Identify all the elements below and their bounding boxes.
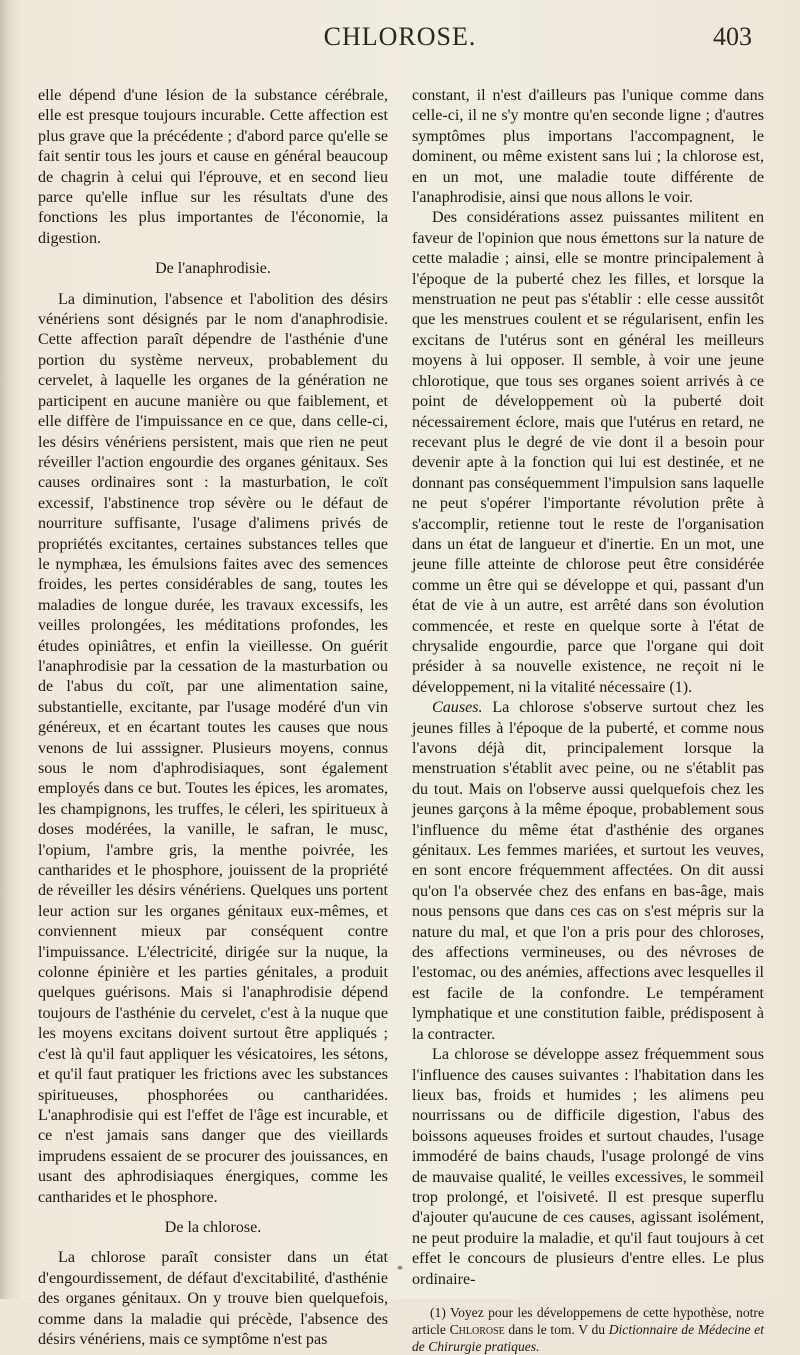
paragraph: La chlorose paraît consister dans un état d'engourdissement, de défaut d'excitabilité, d'asthénie des organes génitaux. On y trouve bien quelquefois, comme dans la maladie qui précède, l'absence des désirs vénériens, mais ce symptôme n'est pas [38, 1249, 388, 1348]
paragraph: La diminution, l'absence et l'abolition des désirs vénériens sont désignés par le nom d'anaphrodisie. Cette affection paraît dépendre de l'asthénie d'une portion du système nerveux, probablement du cervelet, à laquelle les organes de la génération ne participent en aucune manière ou que faiblement, et elle diffère de l'impuissance en ce que, dans celle-ci, les désirs vénériens persistent, mais que rien ne peut réveiller l'action engourdie des organes génitaux. Ses causes ordinaires sont : la masturbation, le coït excessif, l'abstinence trop sévère ou le défaut de nourriture suffisante, l'usage d'alimens privés de propriétés excitantes, certaines substances telles que le nymphæa, les émulsions faites avec des semences froides, les pertes considérables de sang, toutes les maladies de longue durée, les travaux excessifs, les veilles prolongées, les méditations profondes, les études opiniâtres, et enfin la vieillesse. On guérit l'anaphrodisie par la cessation de la masturbation ou de l'abus du coït, par une alimentation saine, substantielle, excitante, par l'usage modéré d'un vin généreux, et en écartant toutes les causes que nous venons de lui asssigner. Plusieurs moyens, connus sous le nom d'aphrodisiaques, sont également employés dans ce but. Toutes les épices, les aromates, les champignons, les truffes, le céleri, les spiritueux à doses modérées, la vanille, le safran, le musc, l'opium, l'ambre gris, la menthe poivrée, les cantharides et le phosphore, jouissent de la propriété de réveiller les désirs vénériens. Quelques uns portent leur action sur les organes génitaux eux-mêmes, et conviennent mieux par conséquent contre l'impuissance. L'électricité, dirigée sur la nuque, la colonne épinière et les parties génitales, a produit quelques guérisons. Mais si l'anaphrodisie dépend toujours de l'asthénie du cervelet, c'est à la nuque que les moyens excitans doivent surtout être appliqués ; c'est là qu'il faut appliquer les vésicatoires, les sétons, et qu'il faut pratiquer les frictions avec les substances spiritueuses, phosphorées ou cantharidées. L'anaphrodisie qui est l'effet de l'âge est incurable, et ce n'est jamais sans danger que des vieillards imprudens essaient de se procurer des jouissances, en usant des aphrodisiaques énergiques, comme les cantharides et le phosphore. [38, 290, 388, 1206]
paragraph: constant, il n'est d'ailleurs pas l'unique comme dans celle-ci, il ne s'y montre qu'en seconde ligne ; d'autres symptômes plus importans l'accompagnent, le dominent, ou même existent sans lui ; la chlorose est, en un mot, une maladie toute différente de l'anaphrodisie, ainsi que nous allons le voir. [412, 87, 764, 207]
page-number: 403 [713, 22, 752, 51]
paragraph [412, 698, 764, 1045]
paragraph: elle dépend d'une lésion de la substance cérébrale, elle est presque toujours incurable. Cette affection est plus grave que la précédente ; d'abord parce qu'elle se fait sentir tous les jours et cause en général beaucoup de chagrin à celui qui l'éprouve, et en second lieu parce qu'elle influe sur les résultats d'une des fonctions les plus importantes de l'économie, la digestion. [38, 87, 388, 247]
paragraph: La chlorose se développe assez fréquemment sous l'influence des causes suivantes : l'habitation dans les lieux bas, froids et humides ; les alimens peu nourrissans ou de difficile digestion, l'abus des boissons aqueuses froides et surtout chaudes, l'usage immodéré de bains chauds, l'usage prolongé de vins de mauvaise qualité, le veilles excessives, le sommeil trop prolongé, et l'oisiveté. Il est presque superflu d'ajouter qu'aucune de ces causes, agissant isolément, ne peut produire la maladie, et qu'il faut toujours à cet effet le concours de plusieurs d'entre elles. Le plus ordinaire- [412, 1046, 764, 1288]
left-column [38, 86, 388, 1350]
footnote-text: (1) Voyez pour les développemens de cette hypothèse, notre article [412, 1304, 764, 1337]
footnote [412, 1304, 764, 1355]
running-title: CHLOROSE. [323, 22, 477, 51]
footnote-article: Chlorose [449, 1321, 505, 1337]
right-column [412, 86, 764, 1355]
run-in-heading: Causes. [432, 699, 483, 717]
footnote-text: dans le tom. V du [504, 1321, 609, 1337]
paragraph-text: La chlorose s'observe surtout chez les jeunes filles à l'époque de la puberté, et comme nous l'avons déjà dit, principalement lorsque la menstruation s'établit avec peine, ou ne s'établit pas du tout. Mais on l'observe aussi quelquefois chez les jeunes garçons à la même époque, probablement sous l'influence du même état d'asthénie des organes génitaux. Les femmes mariées, et surtout les veuves, en sont encore fréquemment affectées. On dit aussi qu'on l'a observée chez des enfans en bas-âge, mais nous pensons que dans ces cas on s'est mépris sur la nature du mal, et que l'on a pris pour des chloroses, des affections vermineuses, ou des névroses de l'estomac, ou des anémies, affections avec lesquelles il est facile de la confondre. Le tempérament lymphatique et une constitution faible, prédisposent à la contracter. [412, 699, 764, 1043]
section-heading: De la chlorose. [164, 1218, 262, 1236]
section-heading: De l'anaphrodisie. [155, 260, 271, 278]
signature-mark: * [397, 1262, 403, 1276]
footnote-title: Dictionnaire de Médecine et de Chirurgie pratiques. [412, 1321, 764, 1354]
page-header [0, 20, 800, 60]
paragraph: Des considérations assez puissantes militent en faveur de l'opinion que nous émettons sur la nature de cette maladie ; ainsi, elle se montre principalement à l'époque de la puberté chez les filles, et lorsque la menstruation ne peut pas s'établir : elle cesse aussitôt que les menstrues coulent et se régularisent, enfin les excitans de l'utérus sont en général les meilleurs moyens à lui opposer. Il semble, à voir une jeune chlorotique, que tous ses organes soient arrivés à ce point de développement où la puberté doit nécessairement éclore, mais que l'utérus en retard, ne recevant plus le degré de vie dont il a besoin pour devenir apte à la fonction qui lui est destinée, et ne donnant pas conséquemment l'impulsion sans laquelle ne peut s'opérer l'importante révolution prête à s'accomplir, retienne tout le reste de l'organisation dans un état de langueur et d'inertie. En un mot, une jeune fille atteinte de chlorose peut être considérée comme un être qui se développe et qui, passant d'un état de vie à un autre, est arrêté dans son évolution commencée, et reste en quelque sorte à l'état de chrysalide engourdie, parce que l'organe qui doit présider à sa nouvelle existence, ne reçoit ni le développement, ni la vitalité nécessaire (1). [412, 209, 764, 696]
